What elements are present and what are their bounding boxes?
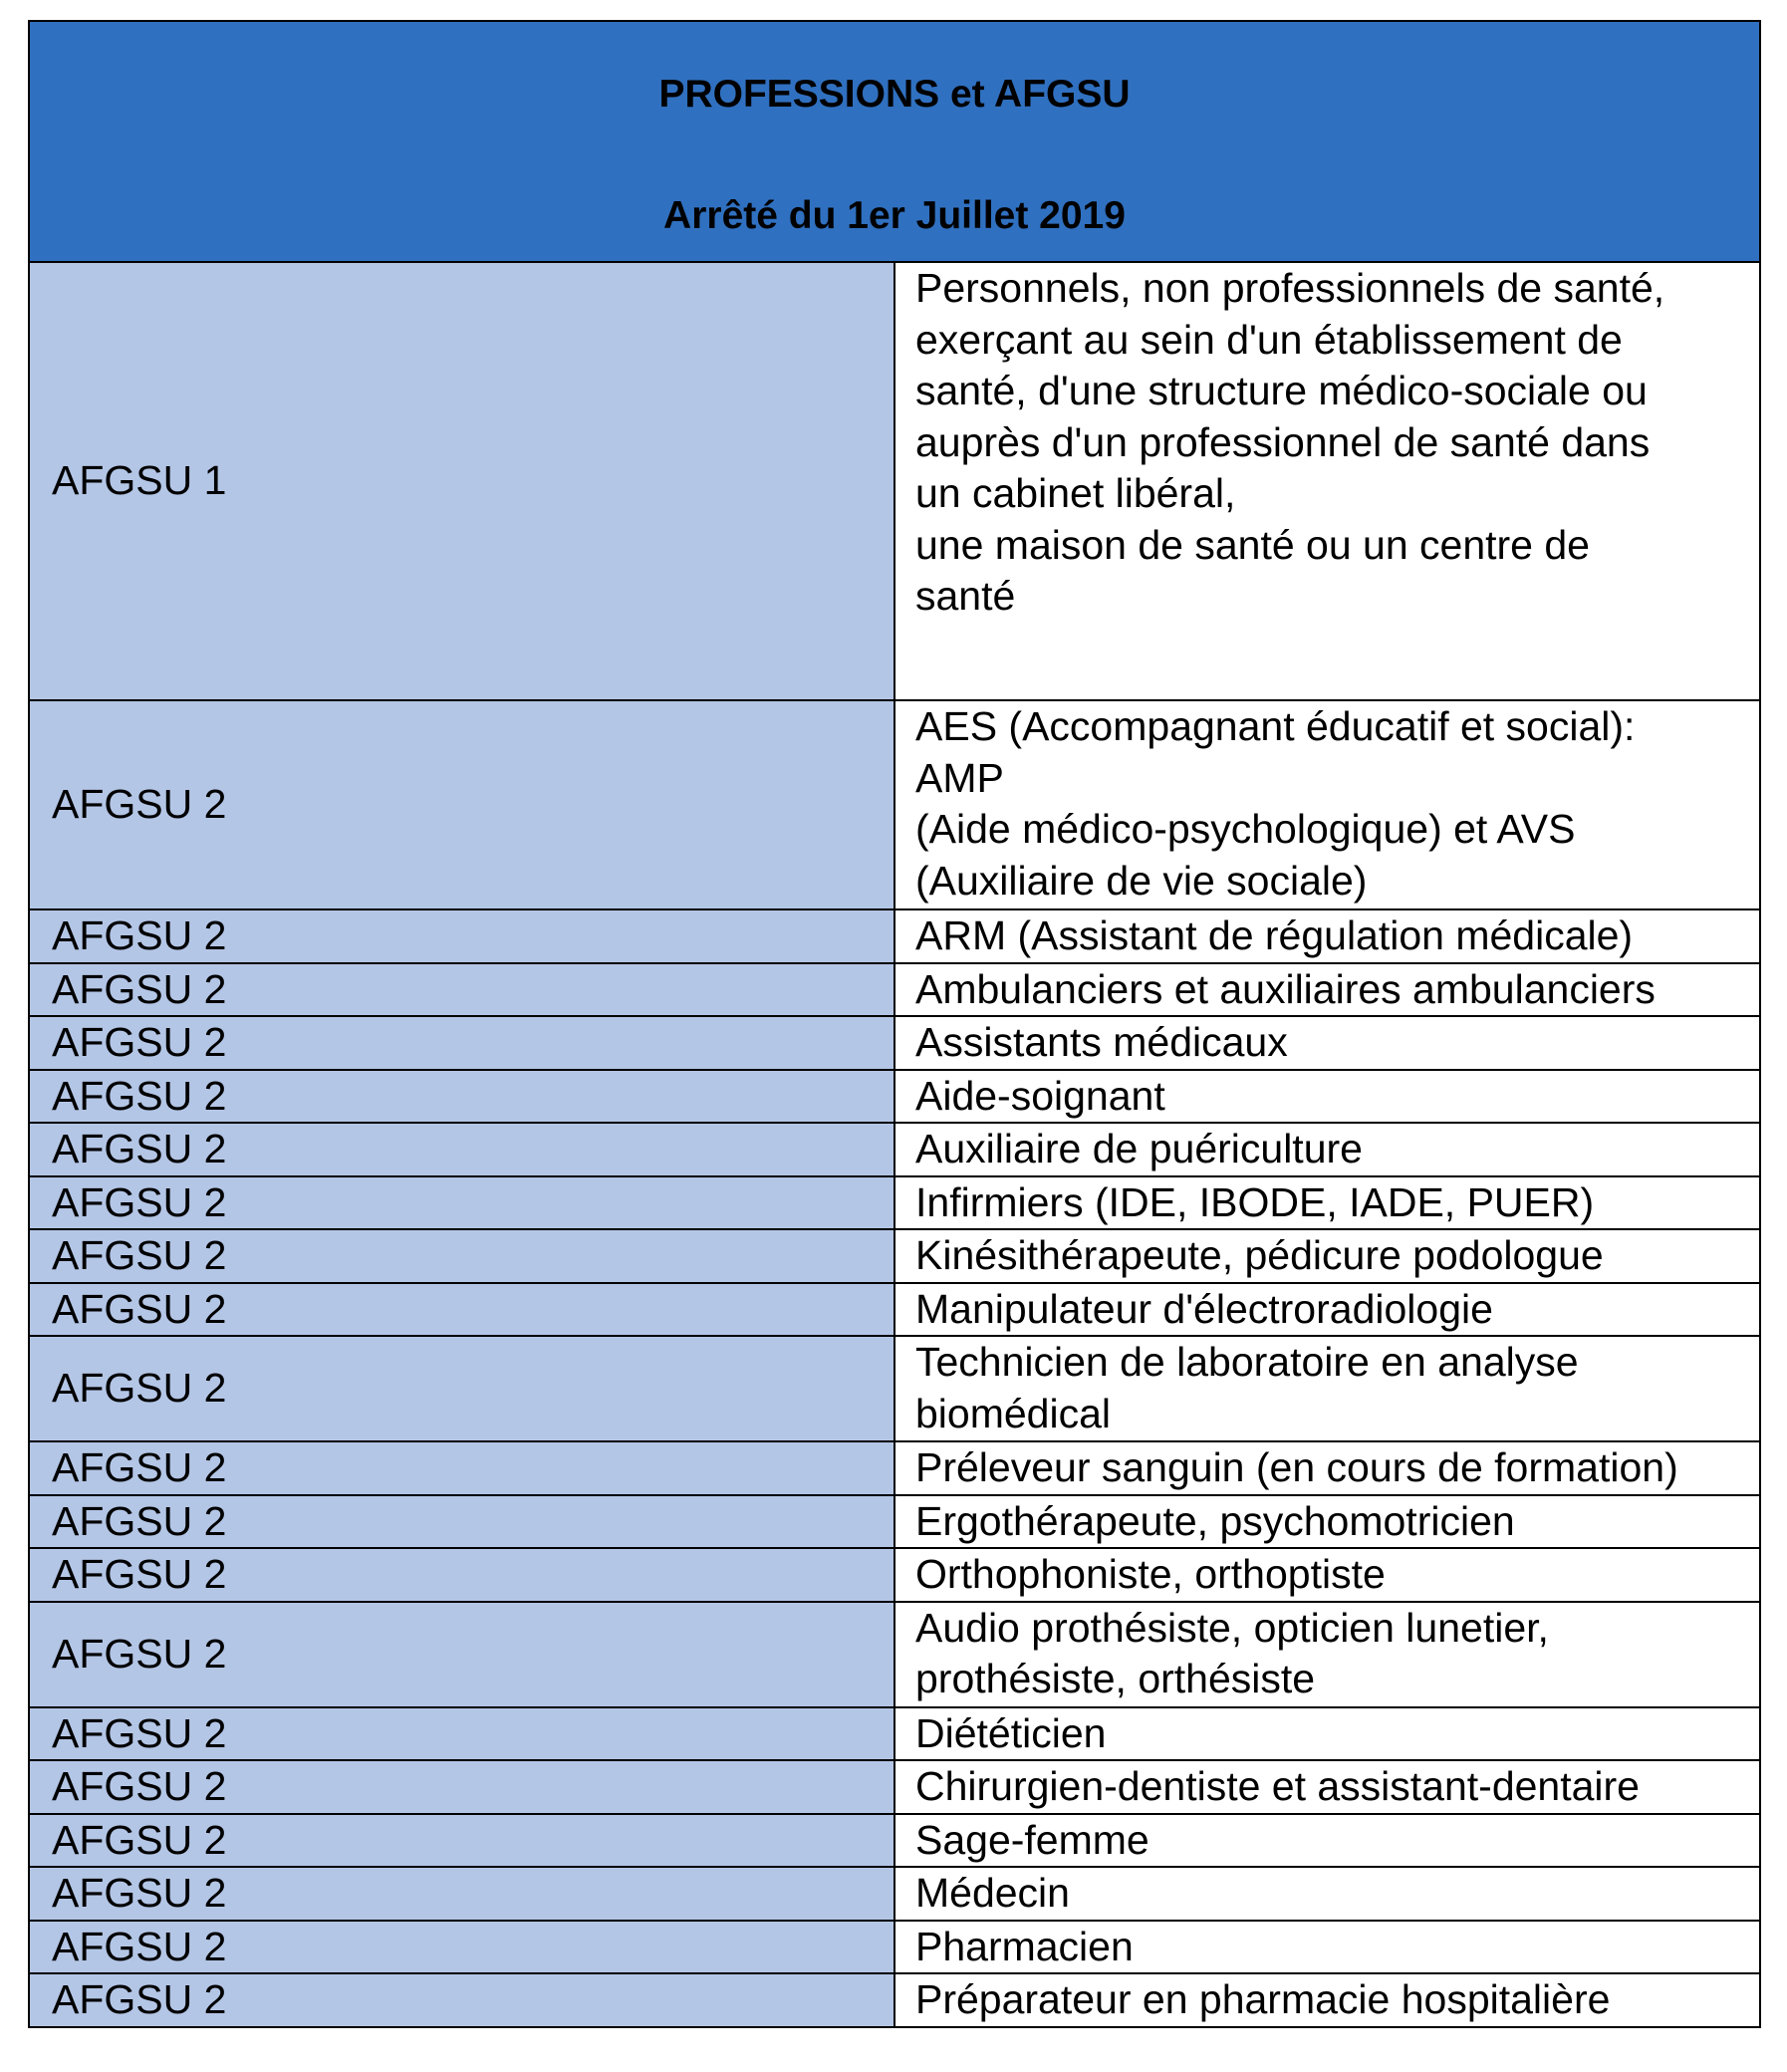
afgsu-level-cell	[29, 1760, 894, 1814]
afgsu-level: AFGSU 2	[52, 1365, 227, 1412]
profession-cell: Audio prothésiste, opticien lunetier, prothésiste, orthésiste	[894, 1602, 1760, 1707]
profession-cell: Auxiliaire de puériculture	[894, 1123, 1760, 1176]
table-row	[29, 1070, 1760, 1124]
profession-cell: Pharmacien	[894, 1921, 1760, 1974]
afgsu-level: AFGSU 2	[52, 912, 227, 958]
table-row	[29, 700, 1760, 909]
profession-cell: Préleveur sanguin (en cours de formation)	[894, 1441, 1760, 1495]
table-title: PROFESSIONS et AFGSU	[658, 73, 1131, 116]
profession-cell: ARM (Assistant de régulation médicale)	[894, 909, 1760, 963]
profession-cell: AES (Accompagnant éducatif et social): AMP (Aide médico-psychologique) et AVS (Auxiliaire de vie sociale)	[894, 700, 1760, 909]
afgsu-level: AFGSU 2	[52, 1072, 227, 1119]
afgsu-level: AFGSU 2	[52, 1976, 227, 2022]
afgsu-level: AFGSU 2	[52, 1497, 227, 1544]
profession-cell: Manipulateur d'électroradiologie	[894, 1283, 1760, 1337]
profession-cell: Chirurgien-dentiste et assistant-dentaire	[894, 1760, 1760, 1814]
afgsu-level-cell	[29, 1495, 894, 1549]
afgsu-level: AFGSU 2	[52, 1630, 227, 1677]
afgsu-level: AFGSU 2	[52, 1709, 227, 1756]
table-subtitle: Arrêté du 1er Juillet 2019	[663, 194, 1126, 237]
table-row	[29, 1867, 1760, 1921]
afgsu-level-cell	[29, 1973, 894, 2027]
profession-cell: Personnels, non professionnels de santé, exerçant au sein d'un établissement de santé, d'une structure médico-sociale ou auprès d'un professionnel de santé dans un cabinet libéral, une maison de santé ou un centre de santé	[894, 262, 1760, 700]
table-header-row	[29, 21, 1760, 262]
afgsu-level: AFGSU 2	[52, 1285, 227, 1332]
afgsu-level-cell	[29, 1867, 894, 1921]
afgsu-level: AFGSU 2	[52, 1816, 227, 1863]
table-row	[29, 1495, 1760, 1549]
afgsu-level-cell	[29, 1602, 894, 1707]
profession-cell: Sage-femme	[894, 1814, 1760, 1868]
table-row	[29, 1283, 1760, 1337]
afgsu-level: AFGSU 2	[52, 1444, 227, 1490]
table-header-cell	[29, 21, 1760, 262]
profession-cell: Orthophoniste, orthoptiste	[894, 1548, 1760, 1602]
afgsu-level: AFGSU 2	[52, 965, 227, 1012]
afgsu-level: AFGSU 1	[52, 457, 227, 504]
profession-cell: Infirmiers (IDE, IBODE, IADE, PUER)	[894, 1176, 1760, 1230]
afgsu-level: AFGSU 2	[52, 781, 227, 828]
afgsu-level-cell	[29, 1548, 894, 1602]
afgsu-level: AFGSU 2	[52, 1551, 227, 1597]
afgsu-level-cell	[29, 1336, 894, 1441]
afgsu-level: AFGSU 2	[52, 1019, 227, 1065]
table-row	[29, 1921, 1760, 1974]
afgsu-level-cell	[29, 1176, 894, 1230]
table-row	[29, 963, 1760, 1017]
afgsu-level-cell	[29, 262, 894, 700]
afgsu-level: AFGSU 2	[52, 1232, 227, 1278]
profession-cell: Kinésithérapeute, pédicure podologue	[894, 1229, 1760, 1283]
profession-cell: Aide-soignant	[894, 1070, 1760, 1124]
afgsu-level: AFGSU 2	[52, 1870, 227, 1916]
table-row	[29, 1707, 1760, 1761]
afgsu-level-cell	[29, 700, 894, 909]
afgsu-level-cell	[29, 1707, 894, 1761]
profession-cell: Ambulanciers et auxiliaires ambulanciers	[894, 963, 1760, 1017]
professions-table	[28, 20, 1761, 2028]
professions-table-body	[29, 21, 1760, 2027]
table-row	[29, 1602, 1760, 1707]
afgsu-level-cell	[29, 1123, 894, 1176]
table-row	[29, 1973, 1760, 2027]
table-row	[29, 1441, 1760, 1495]
afgsu-level-cell	[29, 1283, 894, 1337]
afgsu-level-cell	[29, 909, 894, 963]
table-row	[29, 1176, 1760, 1230]
profession-cell: Diététicien	[894, 1707, 1760, 1761]
afgsu-level-cell	[29, 1441, 894, 1495]
table-row	[29, 1016, 1760, 1070]
afgsu-level-cell	[29, 1814, 894, 1868]
profession-cell: Assistants médicaux	[894, 1016, 1760, 1070]
afgsu-level-cell	[29, 1229, 894, 1283]
profession-cell: Médecin	[894, 1867, 1760, 1921]
table-row	[29, 909, 1760, 963]
table-row	[29, 1760, 1760, 1814]
profession-cell: Préparateur en pharmacie hospitalière	[894, 1973, 1760, 2027]
afgsu-level: AFGSU 2	[52, 1126, 227, 1171]
afgsu-level-cell	[29, 1070, 894, 1124]
afgsu-level: AFGSU 2	[52, 1763, 227, 1809]
profession-cell: Technicien de laboratoire en analyse biomédical	[894, 1336, 1760, 1441]
table-row	[29, 1548, 1760, 1602]
afgsu-level-cell	[29, 1016, 894, 1070]
table-row	[29, 262, 1760, 700]
afgsu-level: AFGSU 2	[52, 1923, 227, 1969]
table-row	[29, 1814, 1760, 1868]
table-row	[29, 1229, 1760, 1283]
table-row	[29, 1123, 1760, 1176]
afgsu-level-cell	[29, 963, 894, 1017]
afgsu-level: AFGSU 2	[52, 1178, 227, 1225]
profession-cell: Ergothérapeute, psychomotricien	[894, 1495, 1760, 1549]
table-row	[29, 1336, 1760, 1441]
afgsu-level-cell	[29, 1921, 894, 1974]
